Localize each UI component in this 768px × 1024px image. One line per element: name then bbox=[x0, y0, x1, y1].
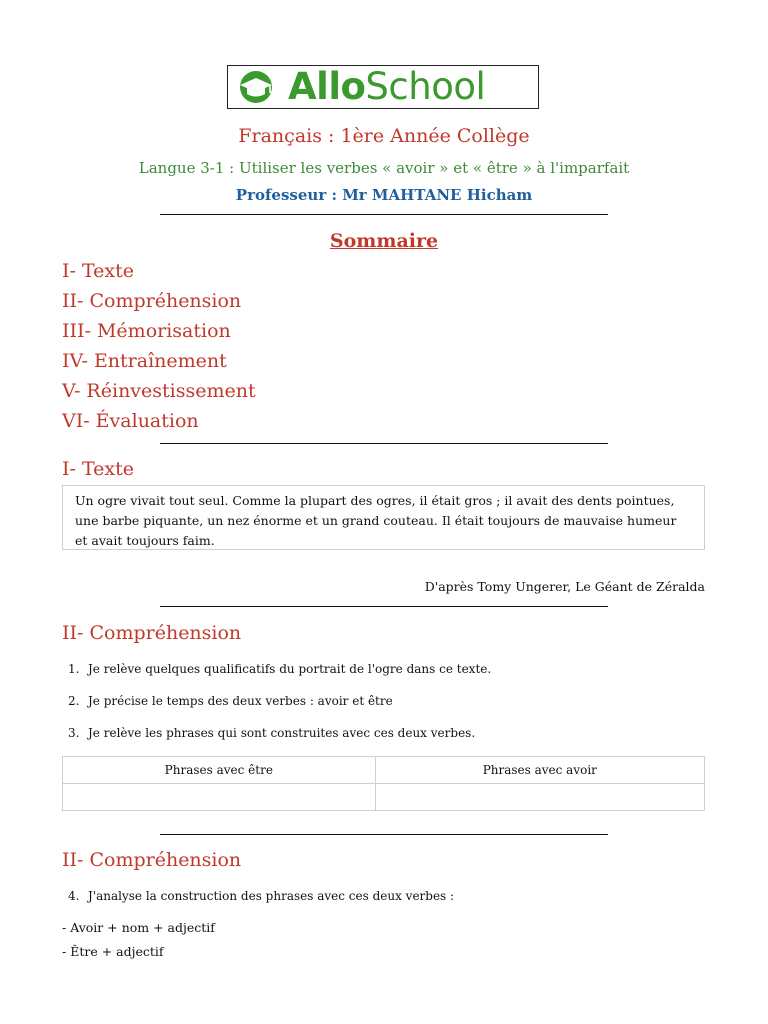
summary-item: II- Compréhension bbox=[62, 290, 242, 312]
graduation-cap-icon bbox=[232, 70, 280, 104]
divider bbox=[160, 606, 608, 607]
phrases-table bbox=[62, 756, 705, 811]
question-item bbox=[68, 661, 491, 693]
lesson-subtitle: Langue 3-1 : Utiliser les verbes « avoir » et « être » à l'imparfait bbox=[138, 159, 630, 177]
alloschool-logo bbox=[227, 65, 539, 109]
question-number: 1. bbox=[68, 662, 80, 676]
question-text: Je précise le temps des deux verbes : avoir et être bbox=[88, 694, 393, 708]
summary-item: V- Réinvestissement bbox=[62, 380, 256, 402]
question-list bbox=[68, 661, 491, 757]
summary-item: I- Texte bbox=[62, 260, 135, 282]
construction-line-avoir: - Avoir + nom + adjectif bbox=[62, 920, 215, 935]
question-text: Je relève quelques qualificatifs du portrait de l'ogre dans ce texte. bbox=[88, 662, 492, 676]
construction-line-etre: - Être + adjectif bbox=[62, 944, 164, 959]
professor-name: Professeur : Mr MAHTANE Hicham bbox=[235, 186, 533, 204]
divider bbox=[160, 834, 608, 835]
summary-heading: Sommaire bbox=[329, 230, 439, 252]
question-item bbox=[68, 725, 491, 757]
summary-list bbox=[62, 256, 256, 436]
table-header-row bbox=[63, 757, 705, 784]
question-text: Je relève les phrases qui sont construites avec ces deux verbes. bbox=[88, 726, 476, 740]
question-number: 2. bbox=[68, 694, 80, 708]
logo-allo: Allo bbox=[288, 65, 366, 108]
section-heading-comprehension-2: II- Compréhension bbox=[62, 849, 242, 871]
table-header-avoir: Phrases avec avoir bbox=[375, 757, 704, 784]
divider bbox=[160, 214, 608, 215]
logo-school: School bbox=[365, 65, 486, 108]
table-header-etre: Phrases avec être bbox=[63, 757, 376, 784]
table-row bbox=[63, 784, 705, 811]
divider bbox=[160, 443, 608, 444]
summary-item: IV- Entraînement bbox=[62, 350, 227, 372]
table-cell bbox=[375, 784, 704, 811]
section-heading-texte: I- Texte bbox=[62, 458, 135, 480]
document-title: Français : 1ère Année Collège bbox=[238, 125, 530, 147]
summary-item: III- Mémorisation bbox=[62, 320, 231, 342]
text-excerpt-box: Un ogre vivait tout seul. Comme la plupart des ogres, il était gros ; il avait des dents pointues, une barbe piquante, un nez énorme et un grand couteau. Il était toujours de mauvaise humeur et avait toujours faim. bbox=[62, 485, 705, 550]
section-heading-comprehension: II- Compréhension bbox=[62, 622, 242, 644]
question-item bbox=[68, 693, 491, 725]
question-text: J'analyse la construction des phrases avec ces deux verbes : bbox=[88, 889, 455, 903]
question-number: 4. bbox=[68, 889, 80, 903]
logo-text bbox=[288, 65, 485, 109]
table-cell bbox=[63, 784, 376, 811]
question-item bbox=[68, 888, 454, 920]
question-number: 3. bbox=[68, 726, 80, 740]
question-list-2 bbox=[68, 888, 454, 920]
summary-item: VI- Évaluation bbox=[62, 410, 199, 432]
text-source: D'après Tomy Ungerer, Le Géant de Zéralda bbox=[424, 579, 705, 594]
